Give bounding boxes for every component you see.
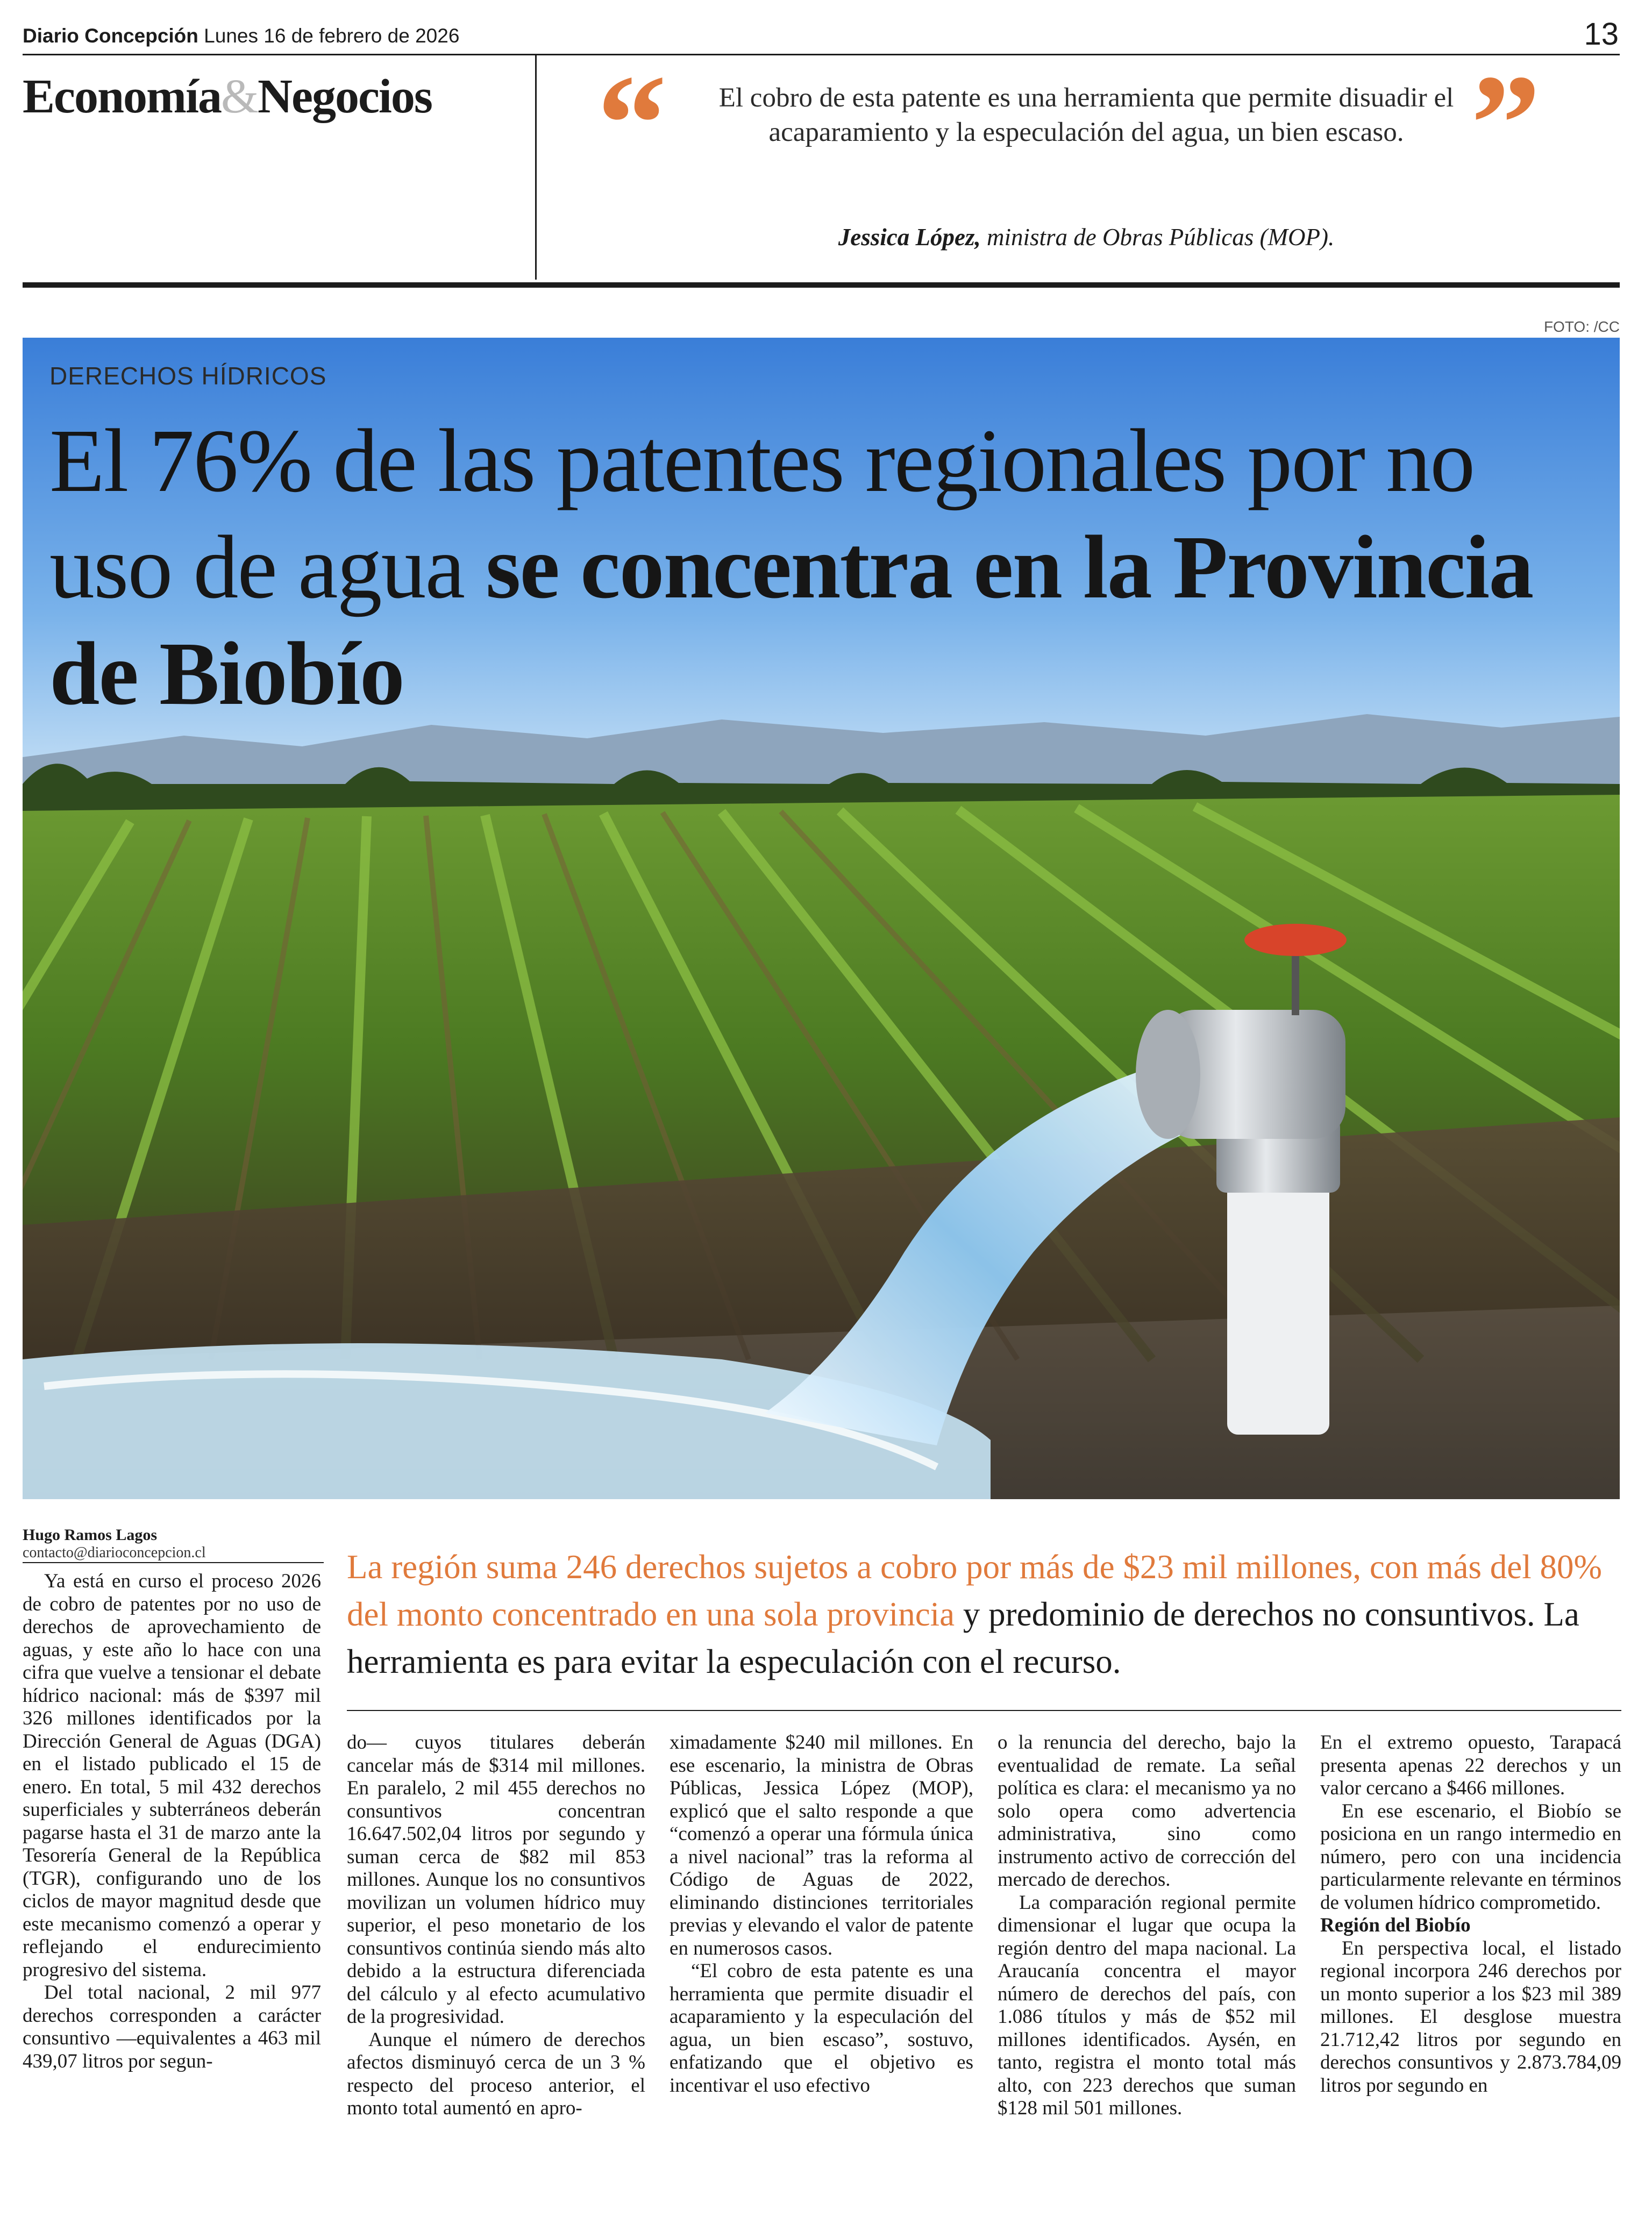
body-paragraph: La comparación regional permite dimensionar el lugar que ocupa la región dentro del mapa nacional. La Araucanía concentra el mayor número de derechos del país, con 1.086 títulos y más de $52 mil millones identificados. Aysén, en tanto, registra el monto total más alto, con 223 derechos que suman $128 mil 501 millones. [998, 1891, 1296, 2119]
lead-rest: y predominio de derechos no consuntivos. La herramienta es para evitar la especulación con el recurso. [347, 1595, 1579, 1680]
body-paragraph: En perspectiva local, el listado regional incorpora 246 derechos por un monto superior a los $23 mil 389 millones. El desglose muestra 21.712,42 litros por segundo en derechos consuntivos y 2.873.784,09 litros por segundo en [1320, 1937, 1621, 2097]
headline-bold: se concentra en la Provincia de Biobío [49, 517, 1533, 724]
body-paragraph: ximadamente $240 mil millones. En ese escenario, la ministra de Obras Públicas, Jessica López (MOP), explicó que el salto responde a que “comenzó a operar una fórmula única a nivel nacional” tras la reforma al Código de Aguas de 2022, eliminando distinciones territoriales previas y elevando el valor de patente en numerosos casos. [670, 1731, 973, 1959]
quote-author-role: ministra de Obras Públicas (MOP). [980, 224, 1335, 251]
pull-quote-attribution [710, 223, 1463, 251]
article-lead [347, 1543, 1621, 1685]
body-paragraph: “El cobro de esta patente es una herramienta que permite disuadir el acaparamiento y la especulación del agua, un bien escaso”, sostuvo, enfatizando que el objetivo es incentivar el uso efectivo [670, 1960, 973, 2097]
headline-kicker: DERECHOS HÍDRICOS [49, 362, 327, 390]
section-title-part1: Economía [23, 70, 222, 123]
photo-credit: FOTO: /CC [1543, 318, 1620, 335]
body-column-1 [23, 1570, 321, 2073]
body-column-5 [1320, 1731, 1621, 2097]
byline-author: Hugo Ramos Lagos [23, 1526, 158, 1544]
body-subheading: Región del Biobío [1320, 1914, 1471, 1936]
quote-open-mark: “ [597, 46, 667, 201]
body-paragraph: Ya está en curso el proceso 2026 de cobro de patentes por no uso de derechos de aprovechamiento de aguas, y este año lo hace con una cifra que vuelve a tensionar el debate hídrico nacional: más de $397 mil 326 millones identificados por la Dirección General de Aguas (DGA) en el listado publicado el 15 de enero. En total, 5 mil 432 derechos superficiales y subterráneos deberán pagarse hasta el 31 de marzo ante la Tesorería General de la República (TGR), configurando uno de los ciclos de mayor magnitud desde que este mecanismo comenzó a operar y reflejando el endurecimiento progresivo del sistema. [23, 1570, 321, 1981]
body-paragraph: Del total nacional, 2 mil 977 derechos corresponden a carácter consuntivo —equivalentes a 463 mil 439,07 litros por segun- [23, 1981, 321, 2072]
body-paragraph: do— cuyos titulares deberán cancelar más de $314 mil millones. En paralelo, 2 mil 455 derechos no consuntivos concentran 16.647.502,04 litros por segundo y suman cerca de $82 mil 853 millones. Aunque los no consuntivos movilizan un volumen hídrico muy superior, el peso monetario de los consuntivos continúa siendo más alto debido a la estructura diferenciada del cálculo y al efecto acumulativo de la progresividad. [347, 1731, 645, 2028]
body-column-3 [670, 1731, 973, 2097]
body-paragraph: En el extremo opuesto, Tarapacá presenta apenas 22 derechos y un valor cercano a $466 millones. [1320, 1731, 1621, 1799]
byline-email[interactable]: contacto@diarioconcepcion.cl [23, 1544, 206, 1561]
body-paragraph: Aunque el número de derechos afectos disminuyó cerca de un 3 % respecto del proceso anterior, el monto total aumentó en apro- [347, 2028, 645, 2119]
pull-quote-text: El cobro de esta patente es una herramienta que permite disuadir el acaparamiento y la especulación del agua, un bien escaso. [718, 83, 1454, 147]
headline-regular: El 76% de las patentes regionales por no uso de agua [49, 411, 1475, 617]
lead-highlight: La región suma 246 derechos sujetos a cobro por más de $23 mil millones, con más del 80% del monto concentrado en una sola provincia [347, 1548, 1602, 1633]
header-rule [23, 54, 1620, 55]
page-number: 13 [1584, 17, 1619, 52]
body-paragraph: En ese escenario, el Biobío se posiciona en un rango intermedio en número, pero con una incidencia particularmente relevante en términos de volumen hídrico comprometido. [1320, 1800, 1621, 1914]
section-title-part2: Negocios [258, 70, 432, 123]
publication-line [23, 25, 459, 47]
headline [49, 408, 1598, 727]
header-divider [535, 54, 537, 280]
quote-author: Jessica López, [838, 224, 981, 251]
lead-rule [347, 1710, 1621, 1711]
section-title [23, 69, 432, 124]
body-column-2 [347, 1731, 645, 2120]
byline-rule [23, 1562, 324, 1563]
section-title-amp: & [221, 70, 258, 123]
quote-close-mark: ” [1471, 46, 1541, 201]
issue-date: Lunes 16 de febrero de 2026 [204, 25, 460, 47]
header-thick-rule [23, 282, 1620, 288]
body-paragraph: o la renuncia del derecho, bajo la eventualidad de remate. La señal política es clara: el mecanismo ya no solo opera como advertencia administrativa, sino como instrumento activo de corrección del mercado de derechos. [998, 1731, 1296, 1891]
publication-name: Diario Concepción [23, 25, 198, 47]
body-column-4 [998, 1731, 1296, 2120]
